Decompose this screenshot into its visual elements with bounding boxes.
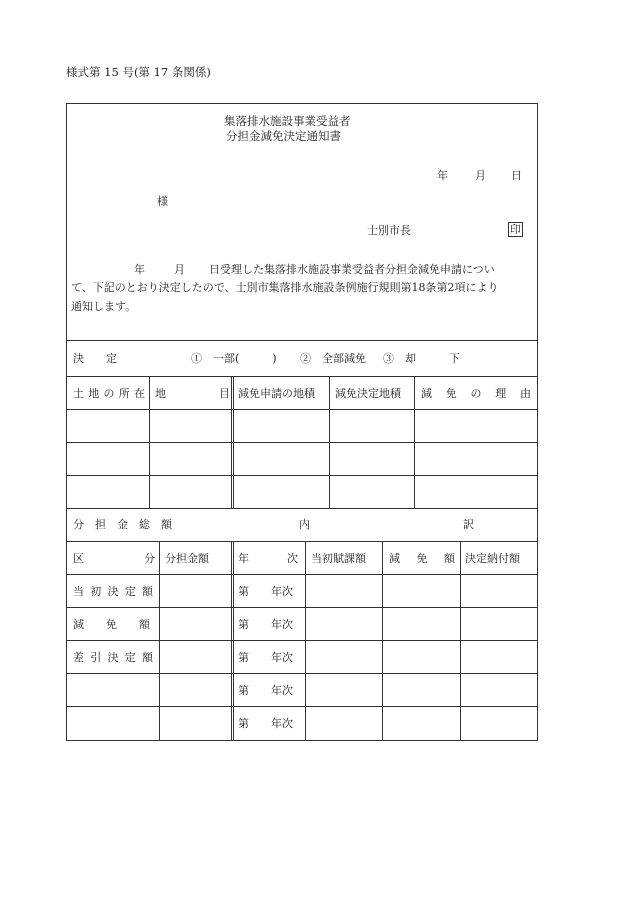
rule — [231, 541, 234, 740]
land-category-header-b: 目 — [219, 386, 230, 400]
row-label-net — [73, 640, 153, 673]
category-header: 区 分 — [73, 551, 155, 565]
body-year: 年 — [134, 263, 145, 276]
share-amount-header: 分担金額 — [165, 551, 209, 565]
decision-option-partial: ① 一部( ) — [191, 352, 277, 365]
form-number: 様式第 15 号(第 17 条関係) — [66, 65, 211, 79]
row-label-initial — [73, 574, 153, 607]
label-char: 定 — [124, 650, 136, 664]
reason-header: 減 免 の 理 由 — [421, 386, 531, 400]
rule — [67, 673, 537, 674]
rule — [159, 541, 160, 740]
label-char: 額 — [142, 650, 153, 664]
date-year: 年 — [437, 169, 448, 182]
label-char: 土 — [73, 386, 84, 400]
decision-option-full: ② 全部減免 — [300, 352, 366, 365]
row-year: 第 年次 — [238, 584, 293, 598]
label-char: 初 — [90, 584, 102, 598]
land-category-header-a: 地 — [155, 386, 166, 400]
date-day: 日 — [511, 169, 522, 182]
rule — [329, 376, 330, 508]
applied-area-header: 減免申請の地積 — [238, 386, 315, 400]
rule — [382, 541, 383, 740]
land-location-header — [73, 376, 145, 409]
notice-form — [66, 103, 538, 741]
label-char: 差 — [73, 650, 84, 664]
label-char: 地 — [88, 386, 100, 400]
rule — [67, 508, 537, 509]
final-payment-header: 決定納付額 — [465, 551, 520, 565]
breakdown-uchi: 内 — [299, 518, 310, 531]
seal-text: 印 — [510, 223, 521, 236]
reduction-amount-header: 減 免 額 — [389, 551, 455, 565]
label-char: 引 — [90, 650, 102, 664]
issuer-name: 士別市長 — [367, 224, 411, 237]
row-year: 第 年次 — [238, 617, 293, 631]
date-month: 月 — [475, 169, 486, 182]
rule — [67, 409, 537, 410]
label-char: 定 — [124, 584, 136, 598]
row-year: 第 年次 — [238, 716, 293, 730]
decision-option-reject: ③ 却 下 — [383, 352, 460, 365]
addressee-suffix: 様 — [157, 195, 168, 208]
rule — [67, 475, 537, 476]
body-month: 月 — [174, 263, 185, 276]
rule — [231, 376, 234, 508]
label-char: 在 — [134, 386, 145, 400]
title-line-2: 分担金減免決定通知書 — [226, 129, 341, 143]
rule — [414, 376, 415, 508]
rule — [67, 706, 537, 707]
rule — [149, 376, 150, 508]
row-label-reduction: 減 免 額 — [73, 617, 150, 631]
title-line-1: 集落排水施設事業受益者 — [224, 114, 351, 128]
breakdown-wake: 訳 — [463, 518, 474, 531]
rule — [305, 541, 306, 740]
label-char: 当 — [73, 584, 84, 598]
fiscal-year-header: 年 次 — [238, 551, 298, 565]
rule — [67, 442, 537, 443]
decided-area-header: 減免決定地積 — [335, 386, 401, 400]
label-char: 決 — [107, 584, 119, 598]
label-char: 所 — [118, 386, 130, 400]
label-char: 決 — [107, 650, 119, 664]
rule — [460, 541, 461, 740]
row-year: 第 年次 — [238, 683, 293, 697]
row-year: 第 年次 — [238, 650, 293, 664]
decision-label: 決 定 — [73, 352, 117, 365]
body-line-3: 通知します。 — [71, 300, 137, 313]
seal-mark — [508, 222, 523, 237]
body-line-2: て、下記のとおり決定したので、士別市集落排水施設条例施行規則第18条第2項により — [71, 281, 499, 294]
label-char: の — [103, 386, 115, 400]
rule — [67, 340, 537, 341]
body-line-1: 日受理した集落排水施設事業受益者分担金減免申請につい — [209, 263, 495, 276]
breakdown-label: 分 担 金 総 額 — [73, 518, 172, 531]
label-char: 額 — [142, 584, 153, 598]
initial-levy-header: 当初賦課額 — [311, 551, 366, 565]
